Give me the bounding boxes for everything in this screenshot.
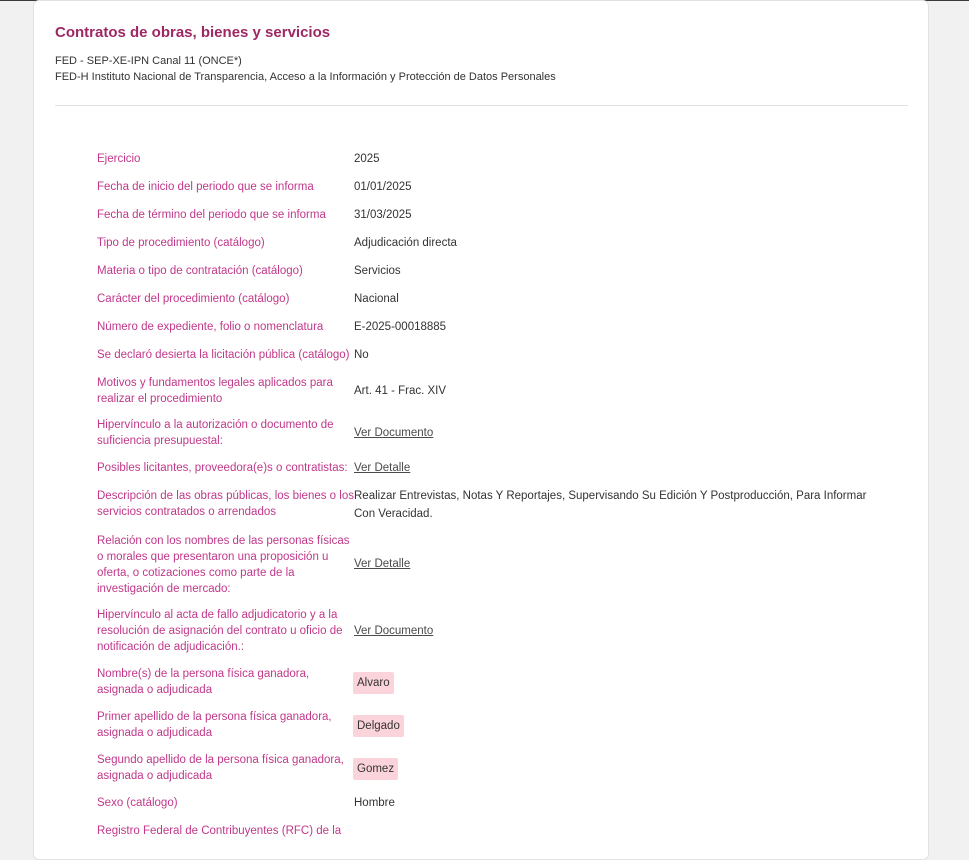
field-label: Registro Federal de Contribuyentes (RFC) de la [97, 825, 342, 837]
field-label: Carácter del procedimiento (catálogo) [97, 293, 290, 305]
header-divider [55, 105, 908, 106]
field-value: 2025 [354, 153, 380, 165]
ver-detalle-link[interactable]: Ver Detalle [354, 558, 411, 570]
ver-documento-link[interactable]: Ver Documento [354, 625, 434, 637]
field-value: Adjudicación directa [354, 237, 457, 249]
field-label: Nombre(s) de la persona física ganadora, asignada o adjudicada [97, 668, 310, 696]
field-value: E-2025-00018885 [354, 321, 447, 333]
field-value: Servicios [354, 265, 401, 277]
field-label: Hipervínculo al acta de fallo adjudicatorio y a la resolución de asignación del contrato u oficio de notificación de adjudicación.: [97, 609, 343, 653]
subject-obligated-line: FED - SEP-XE-IPN Canal 11 (ONCE*) [55, 55, 242, 67]
page-title: Contratos de obras, bienes y servicios [55, 24, 331, 41]
field-label: Número de expediente, folio o nomenclatura [97, 321, 324, 333]
field-label: Fecha de término del periodo que se informa [97, 209, 326, 221]
ver-detalle-link[interactable]: Ver Detalle [354, 462, 411, 474]
field-label: Ejercicio [97, 153, 141, 165]
field-label: Sexo (catálogo) [97, 797, 178, 809]
contract-detail-card [33, 0, 929, 860]
field-value: Hombre [354, 797, 395, 809]
field-value: Nacional [354, 293, 399, 305]
field-label: Tipo de procedimiento (catálogo) [97, 237, 265, 249]
field-value: 31/03/2025 [354, 209, 412, 221]
field-label: Segundo apellido de la persona física ganadora, asignada o adjudicada [97, 754, 344, 782]
field-value: Realizar Entrevistas, Notas Y Reportajes, Supervisando Su Edición Y Postproducción, Para Informar Con Veracidad. [354, 490, 867, 520]
field-label: Hipervínculo a la autorización o documento de suficiencia presupuestal: [97, 419, 334, 447]
highlighted-value: Gomez [353, 758, 398, 780]
field-value: No [354, 349, 369, 361]
field-label: Fecha de inicio del periodo que se informa [97, 181, 314, 193]
ver-documento-link[interactable]: Ver Documento [354, 427, 434, 439]
guarantor-organism-line: FED-H Instituto Nacional de Transparencia, Acceso a la Información y Protección de Datos Personales [55, 71, 556, 83]
field-label: Se declaró desierta la licitación pública (catálogo) [97, 349, 350, 361]
field-label: Motivos y fundamentos legales aplicados para realizar el procedimiento [97, 377, 333, 405]
highlighted-value: Alvaro [353, 672, 394, 694]
field-label: Relación con los nombres de las personas físicas o morales que presentaron una proposición u oferta, o cotizaciones como parte de la investigación de mercado: [97, 535, 350, 595]
field-label: Materia o tipo de contratación (catálogo) [97, 265, 303, 277]
field-label: Descripción de las obras públicas, los bienes o los servicios contratados o arrendados [97, 490, 354, 518]
field-value: 01/01/2025 [354, 181, 412, 193]
highlighted-value: Delgado [353, 715, 404, 737]
field-label: Primer apellido de la persona física ganadora, asignada o adjudicada [97, 711, 332, 739]
field-label: Posibles licitantes, proveedora(e)s o contratistas: [97, 462, 348, 474]
field-value: Art. 41 - Frac. XIV [354, 385, 447, 397]
